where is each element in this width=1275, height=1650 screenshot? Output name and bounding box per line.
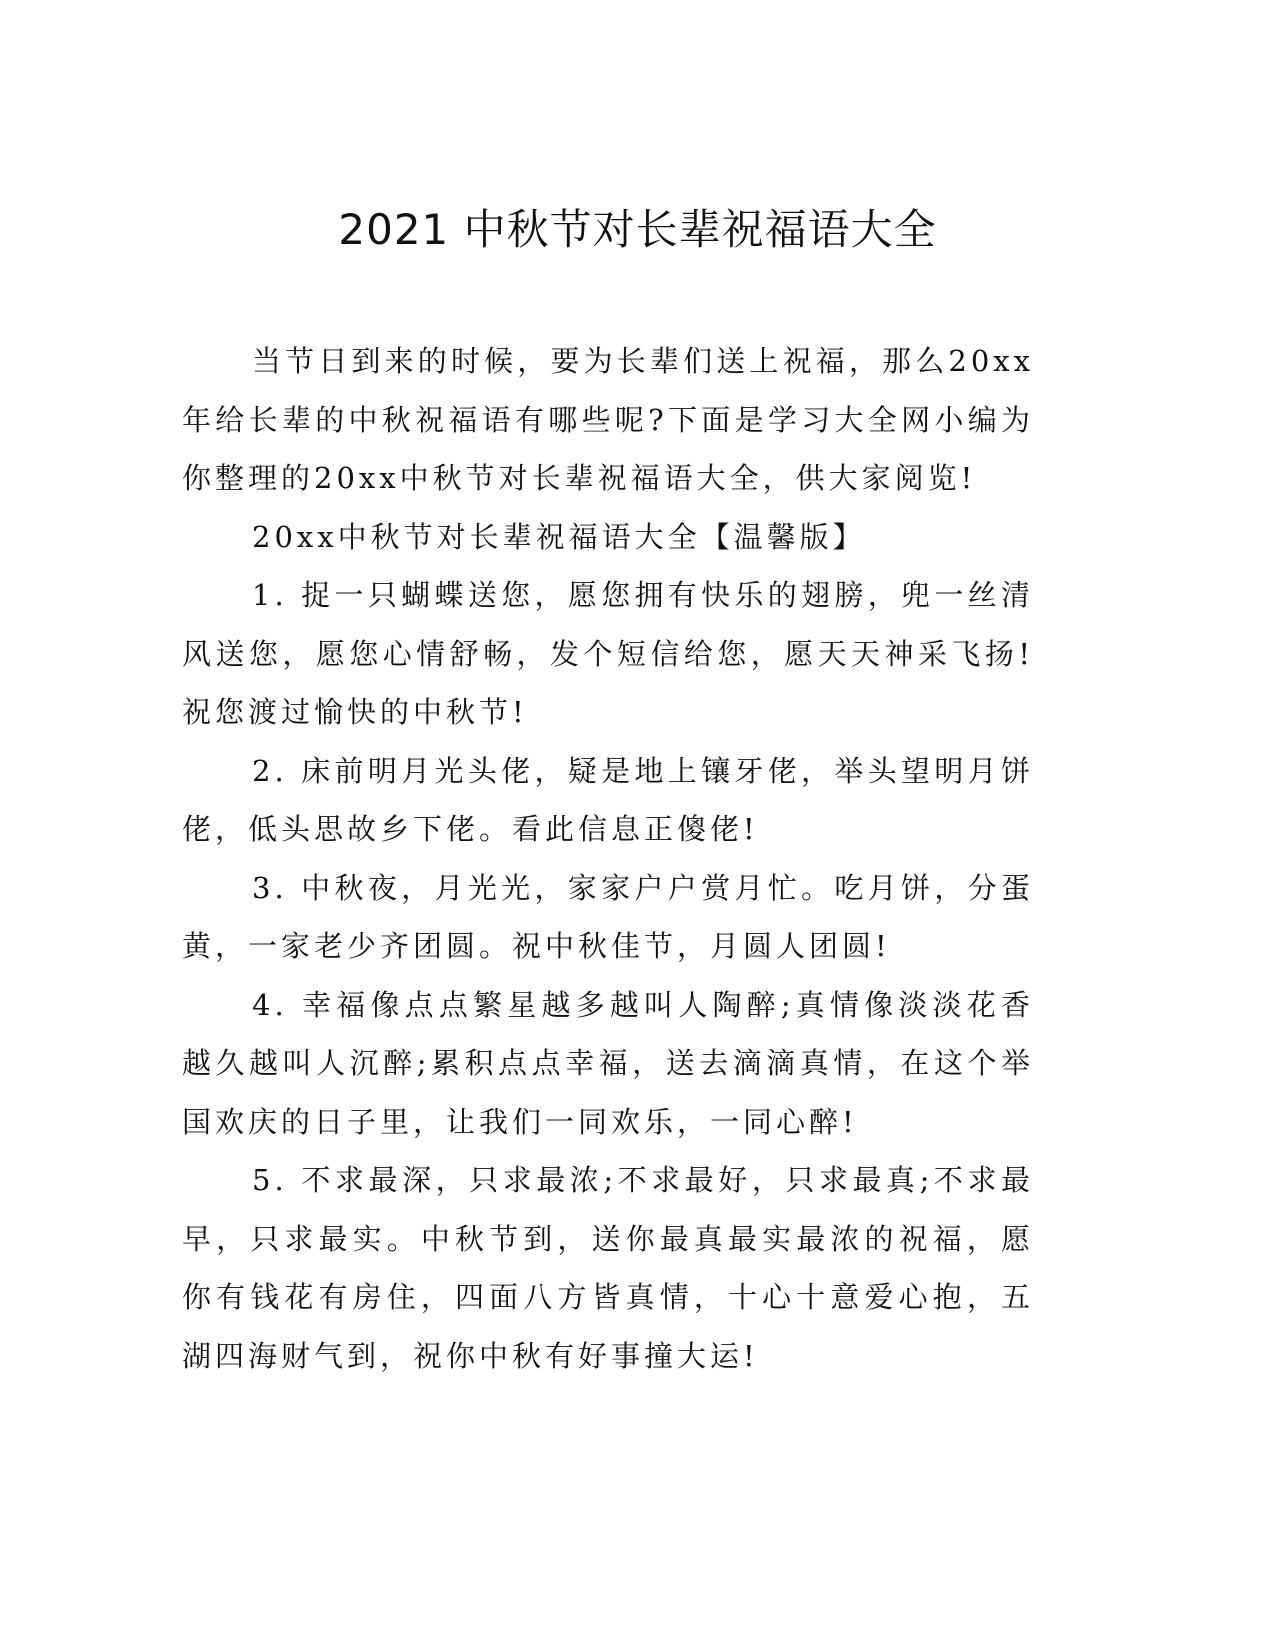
section-heading: 20xx中秋节对长辈祝福语大全【温馨版】 xyxy=(252,519,866,554)
greeting-item-5: 5. 不求最深，只求最浓;不求最好，只求最真;不求最早，只求最实。中秋节到，送你最真最实最浓的祝福，愿你有钱花有房住，四面八方皆真情，十心十意爱心抱，五湖四海财气到，祝你中秋有好事撞大运! xyxy=(182,1163,1034,1373)
document-body xyxy=(182,332,1034,1385)
document-title: 2021 中秋节对长辈祝福语大全 xyxy=(338,205,937,254)
greeting-item-4: 4. 幸福像点点繁星越多越叫人陶醉;真情像淡淡花香越久越叫人沉醉;累积点点幸福，送去滴滴真情，在这个举国欢庆的日子里，让我们一同欢乐，一同心醉! xyxy=(182,987,1034,1139)
greeting-item-3: 3. 中秋夜，月光光，家家户户赏月忙。吃月饼，分蛋黄，一家老少齐团圆。祝中秋佳节，月圆人团圆! xyxy=(182,870,1034,963)
greeting-item-2: 2. 床前明月光头佬，疑是地上镶牙佬，举头望明月饼佬，低头思故乡下佬。看此信息正傻佬! xyxy=(182,753,1034,846)
greeting-item-1: 1. 捉一只蝴蝶送您，愿您拥有快乐的翅膀，兜一丝清风送您，愿您心情舒畅，发个短信给您，愿天天神采飞扬!祝您渡过愉快的中秋节! xyxy=(182,578,1034,729)
intro-paragraph: 当节日到来的时候，要为长辈们送上祝福，那么20xx年给长辈的中秋祝福语有哪些呢?下面是学习大全网小编为你整理的20xx中秋节对长辈祝福语大全，供大家阅览! xyxy=(182,344,1034,495)
